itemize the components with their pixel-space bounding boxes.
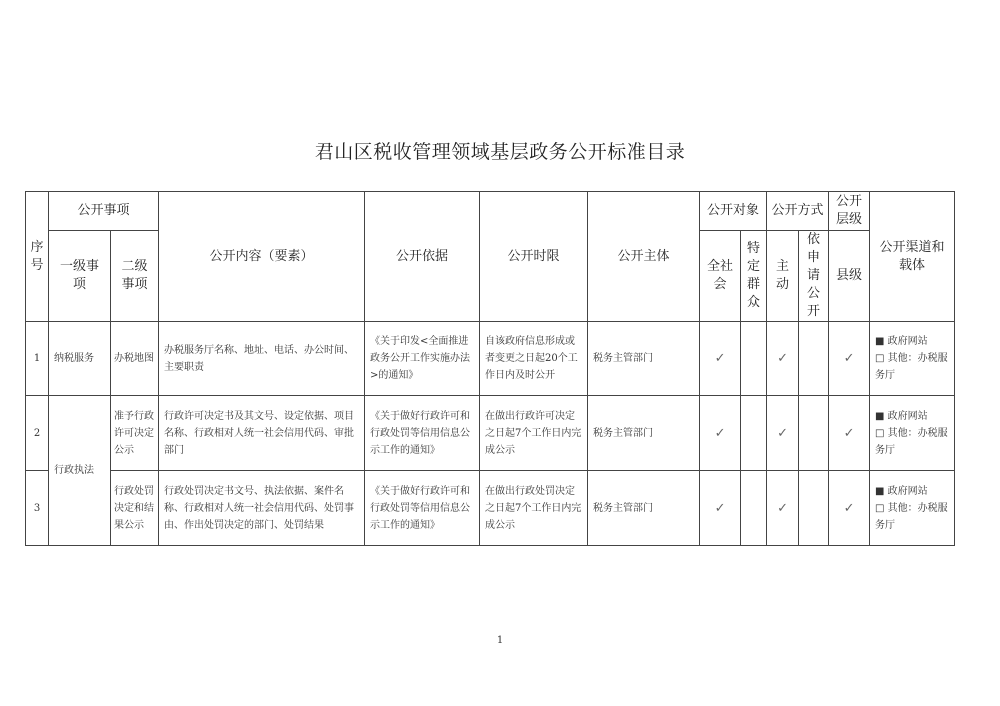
row-content: 办税服务厅名称、地址、电话、办公时间、主要职责 <box>159 322 365 396</box>
row-level2: 办税地图 <box>111 322 159 396</box>
row-channel <box>870 471 955 546</box>
header-basis: 公开依据 <box>365 192 480 322</box>
row-basis: 《关于印发<全面推进政务公开工作实施办法>的通知》 <box>365 322 480 396</box>
header-on-request: 依申请公开 <box>799 231 829 322</box>
page-title: 君山区税收管理领域基层政务公开标准目录 <box>314 141 686 163</box>
row-on-request <box>799 322 829 396</box>
row-channel <box>870 322 955 396</box>
row-subject: 税务主管部门 <box>588 322 700 396</box>
header-seq: 序号 <box>26 192 49 322</box>
row-time: 在做出行政许可决定之日起7个工作日内完成公示 <box>480 396 588 471</box>
row-content: 行政许可决定书及其文号、设定依据、项目名称、行政相对人统一社会信用代码、审批部门 <box>159 396 365 471</box>
check-icon: ✓ <box>767 396 799 471</box>
row-content: 行政处罚决定书文号、执法依据、案件名称、行政相对人统一社会信用代码、处罚事由、作出处罚决定的部门、处罚结果 <box>159 471 365 546</box>
row-on-request <box>799 471 829 546</box>
header-level: 公开层级 <box>829 192 870 231</box>
header-active: 主动 <box>767 231 799 322</box>
header-channel: 公开渠道和载体 <box>870 192 955 322</box>
check-icon: ✓ <box>829 322 870 396</box>
header-object: 公开对象 <box>700 192 767 231</box>
header-content: 公开内容（要素） <box>159 192 365 322</box>
header-level1: 一级事项 <box>49 231 111 322</box>
channel-other: □ 其他：办税服务厅 <box>875 502 948 531</box>
check-icon: ✓ <box>700 322 741 396</box>
row-level1: 纳税服务 <box>49 322 111 396</box>
check-icon: ✓ <box>700 471 741 546</box>
row-channel <box>870 396 955 471</box>
check-icon: ✓ <box>829 471 870 546</box>
header-time: 公开时限 <box>480 192 588 322</box>
channel-other: □ 其他：办税服务厅 <box>875 427 948 456</box>
header-level2: 二级事项 <box>111 231 159 322</box>
row-time: 在做出行政处罚决定之日起7个工作日内完成公示 <box>480 471 588 546</box>
channel-other: □ 其他：办税服务厅 <box>875 353 948 381</box>
row-level2: 行政处罚决定和结果公示 <box>111 471 159 546</box>
header-subject: 公开主体 <box>588 192 700 322</box>
row-seq: 1 <box>26 322 49 396</box>
channel-website: ■ 政府网站 <box>875 485 928 497</box>
row-on-request <box>799 396 829 471</box>
table-row <box>26 471 955 546</box>
row-specific-group <box>741 322 767 396</box>
header-whole-society: 全社会 <box>700 231 741 322</box>
header-specific-group: 特定群众 <box>741 231 767 322</box>
row-time: 自该政府信息形成或者变更之日起20个工作日内及时公开 <box>480 322 588 396</box>
check-icon: ✓ <box>829 396 870 471</box>
table-row <box>26 396 955 471</box>
row-level1: 行政执法 <box>49 396 111 546</box>
row-subject: 税务主管部门 <box>588 471 700 546</box>
channel-website: ■ 政府网站 <box>875 336 928 347</box>
row-level2: 准予行政许可决定公示 <box>111 396 159 471</box>
check-icon: ✓ <box>767 322 799 396</box>
row-specific-group <box>741 471 767 546</box>
channel-website: ■ 政府网站 <box>875 410 928 422</box>
header-method: 公开方式 <box>767 192 829 231</box>
row-subject: 税务主管部门 <box>588 396 700 471</box>
table-row <box>26 322 955 396</box>
row-basis: 《关于做好行政许可和行政处罚等信用信息公示工作的通知》 <box>365 471 480 546</box>
header-matter: 公开事项 <box>49 192 159 231</box>
header-county: 县级 <box>829 231 870 322</box>
check-icon: ✓ <box>700 396 741 471</box>
row-seq: 3 <box>26 471 49 546</box>
row-specific-group <box>741 396 767 471</box>
row-basis: 《关于做好行政许可和行政处罚等信用信息公示工作的通知》 <box>365 396 480 471</box>
check-icon: ✓ <box>767 471 799 546</box>
disclosure-table <box>25 191 955 546</box>
row-seq: 2 <box>26 396 49 471</box>
page-number: 1 <box>496 635 504 646</box>
